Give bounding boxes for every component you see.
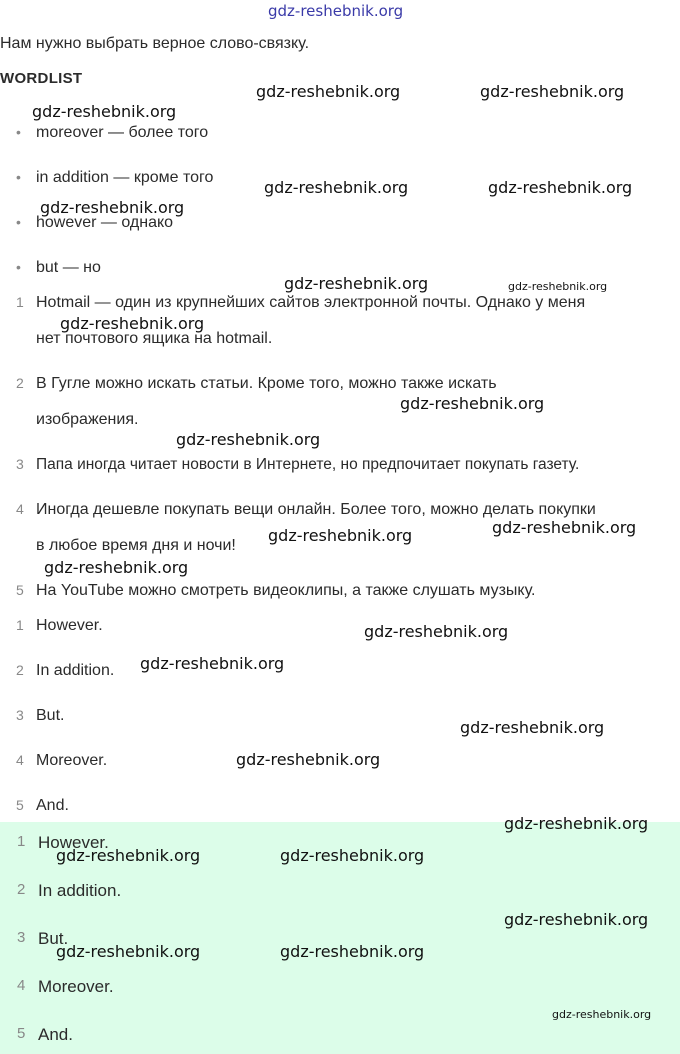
watermark: gdz-reshebnik.org	[492, 518, 637, 537]
watermark: gdz-reshebnik.org	[364, 622, 509, 641]
watermark: gdz-reshebnik.org	[176, 430, 321, 449]
watermark: gdz-reshebnik.org	[280, 846, 425, 865]
watermark: gdz-reshebnik.org	[460, 718, 605, 737]
watermark: gdz-reshebnik.org	[264, 178, 409, 197]
watermark: gdz-reshebnik.org	[56, 846, 201, 865]
watermark: gdz-reshebnik.org	[504, 910, 649, 929]
watermark: gdz-reshebnik.org	[508, 280, 608, 293]
watermark: gdz-reshebnik.org	[140, 654, 285, 673]
watermark: gdz-reshebnik.org	[552, 1008, 652, 1021]
intro-text: Нам нужно выбрать верное слово-связку.	[0, 35, 310, 52]
bullet-icon: •	[16, 124, 21, 140]
watermark: gdz-reshebnik.org	[480, 82, 625, 101]
watermark: gdz-reshebnik.org	[44, 558, 189, 577]
watermark: gdz-reshebnik.org	[256, 82, 401, 101]
watermark: gdz-reshebnik.org	[268, 526, 413, 545]
watermark: gdz-reshebnik.org	[60, 314, 205, 333]
watermark: gdz-reshebnik.org	[284, 274, 429, 293]
bullet-icon: •	[16, 259, 21, 275]
watermark: gdz-reshebnik.org	[488, 178, 633, 197]
watermark: gdz-reshebnik.org	[400, 394, 545, 413]
watermark: gdz-reshebnik.org	[504, 814, 649, 833]
watermark: gdz-reshebnik.org	[236, 750, 381, 769]
watermark: gdz-reshebnik.org	[32, 102, 177, 121]
bullet-icon: •	[16, 214, 21, 230]
watermark: gdz-reshebnik.org	[280, 942, 425, 961]
watermark: gdz-reshebnik.org	[56, 942, 201, 961]
bullet-icon: •	[16, 169, 21, 185]
watermark-top: gdz-reshebnik.org	[268, 2, 404, 20]
highlighted-answers: 1 However. 2 In addition. 3 But. 4 Moreover. 5 And.	[0, 822, 680, 1054]
wordlist-heading: WORDLIST	[0, 70, 83, 87]
watermark: gdz-reshebnik.org	[40, 198, 185, 217]
